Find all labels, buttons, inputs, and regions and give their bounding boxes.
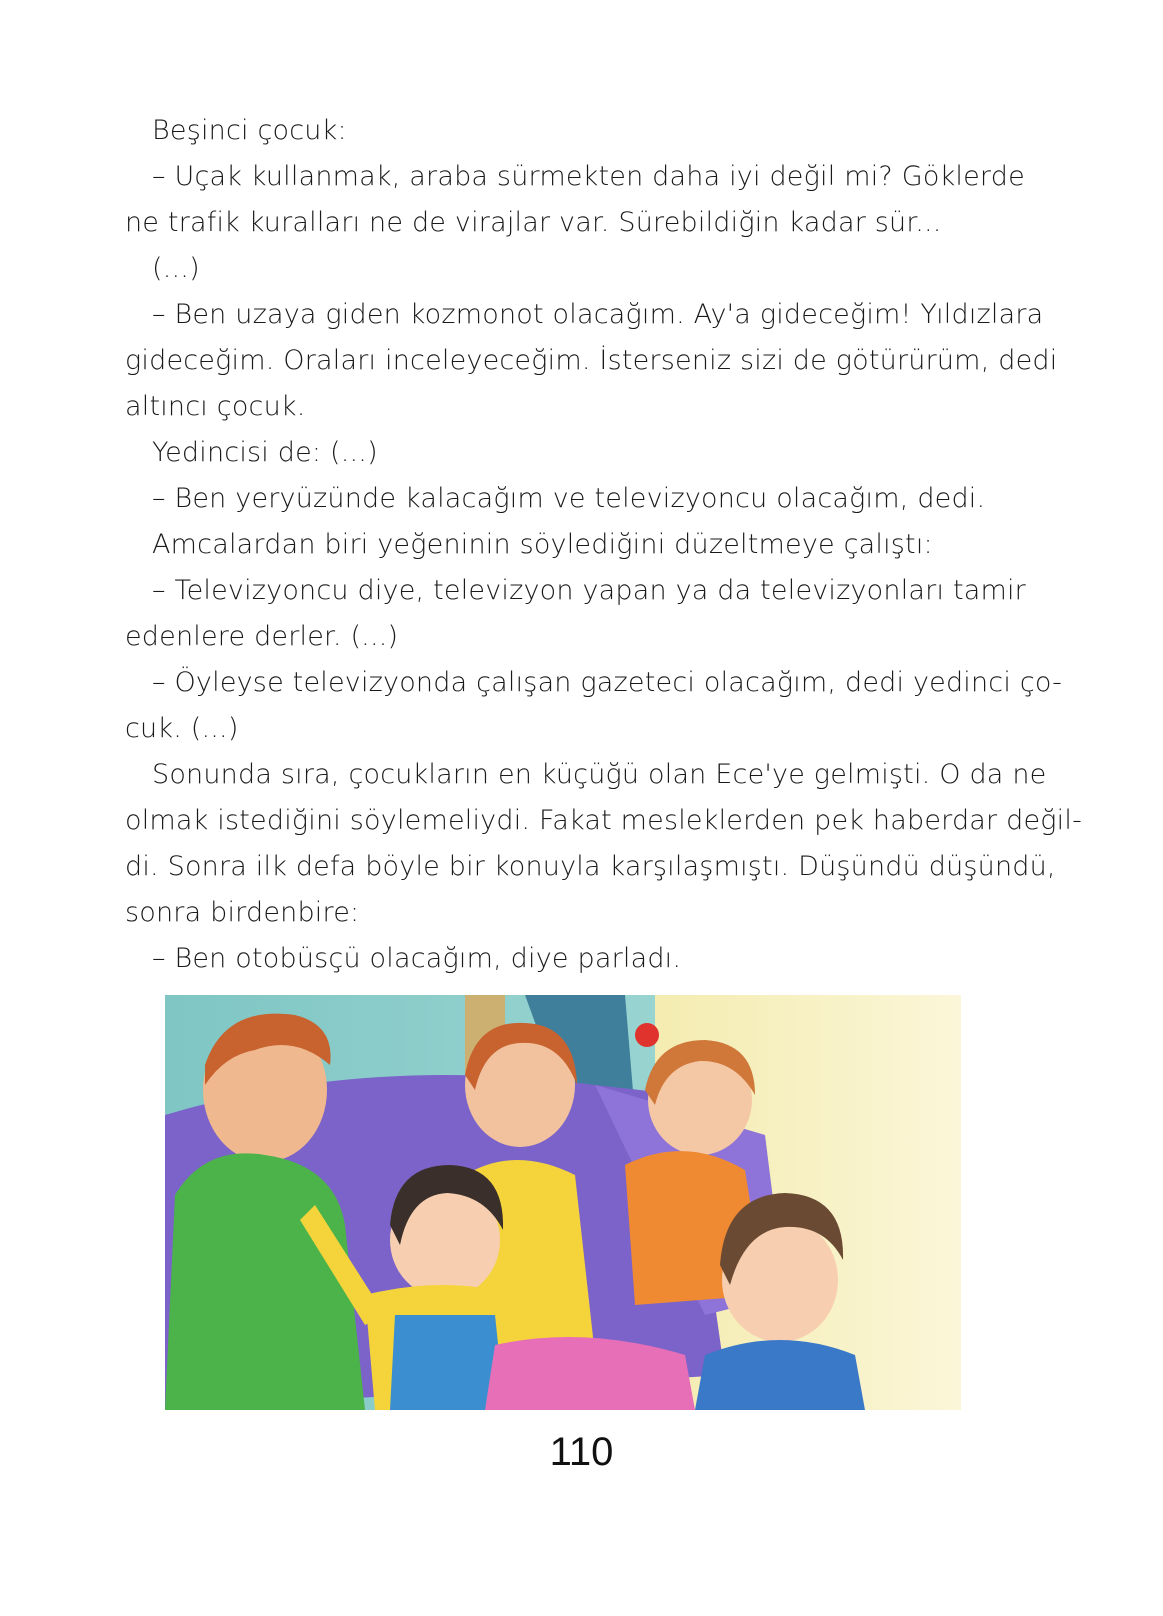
story-line: – Uçak kullanmak, araba sürmekten daha iyi değil mi? Göklerde [152, 161, 1025, 192]
story-line: – Ben otobüsçü olacağım, diye parladı. [152, 943, 682, 974]
story-line: Amcalardan biri yeğeninin söylediğini düzeltmeye çalıştı: [152, 529, 933, 560]
story-line: Beşinci çocuk: [152, 115, 347, 146]
story-line: ne trafik kuralları ne de virajlar var. Sürebildiğin kadar sür... [125, 207, 942, 238]
story-line: sonra birdenbire: [125, 897, 360, 928]
story-line: altıncı çocuk. [125, 391, 306, 422]
story-line: gideceğim. Oraları inceleyeceğim. İsterseniz sizi de götürürüm, dedi [125, 345, 1058, 376]
story-line: – Ben yeryüzünde kalacağım ve televizyoncu olacağım, dedi. [152, 483, 986, 514]
story-line: edenlere derler. (...) [125, 621, 399, 652]
page-number: 110 [549, 1430, 614, 1474]
story-line: – Televizyoncu diye, televizyon yapan ya da televizyonları tamir [152, 575, 1026, 606]
story-line: Sonunda sıra, çocukların en küçüğü olan Ece'ye gelmişti. O da ne [152, 759, 1047, 790]
story-line: – Ben uzaya giden kozmonot olacağım. Ay'a gideceğim! Yıldızlara [152, 299, 1044, 330]
story-line: – Öyleyse televizyonda çalışan gazeteci olacağım, dedi yedinci ço- [152, 667, 1063, 698]
story-line: (...) [152, 253, 200, 284]
story-line: olmak istediğini söylemeliydi. Fakat mesleklerden pek haberdar değil- [125, 805, 1083, 836]
family-illustration [165, 995, 961, 1410]
story-line: di. Sonra ilk defa böyle bir konuyla karşılaşmıştı. Düşündü düşündü, [125, 851, 1056, 882]
story-line: cuk. (...) [125, 713, 239, 744]
story-line: Yedincisi de: (...) [152, 437, 378, 468]
